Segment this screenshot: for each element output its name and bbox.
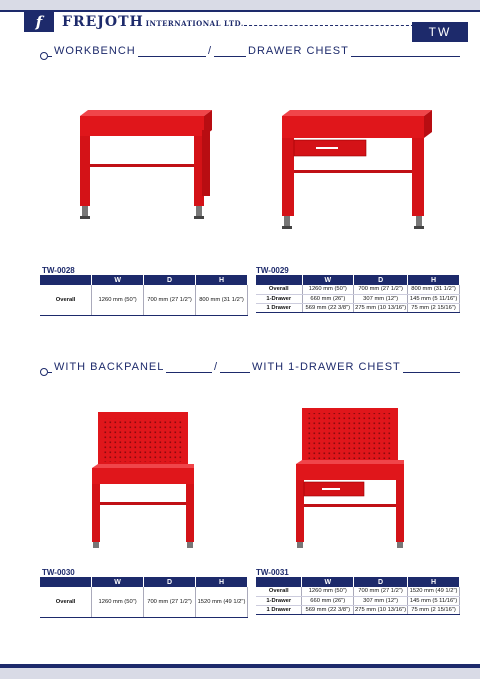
- cell-h: 800 mm (31 1/2"): [408, 285, 460, 294]
- cell-w: 1260 mm (50"): [302, 587, 354, 596]
- col-header-d: D: [144, 275, 196, 285]
- section-title-left: WORKBENCH: [54, 45, 136, 57]
- cell-h: 145 mm (5 11/16"): [408, 294, 460, 303]
- cell-d: 307 mm (12"): [354, 596, 408, 605]
- cell-h: 1520 mm (49 1/2"): [408, 587, 460, 596]
- product-code: TW-0031: [256, 568, 289, 577]
- category-tab: TW: [412, 22, 468, 42]
- row-label: Overall: [40, 587, 92, 617]
- row-label: Overall: [256, 285, 302, 294]
- cell-d: 307 mm (12"): [354, 294, 408, 303]
- product-code: TW-0028: [42, 266, 75, 275]
- bullet-circle-icon: [40, 368, 48, 376]
- table-row: [256, 605, 460, 614]
- section-title-right: WITH 1-DRAWER CHEST: [252, 361, 401, 373]
- table-row: [256, 303, 460, 312]
- cell-w: 569 mm (22 3/8"): [302, 605, 354, 614]
- cell-d: 700 mm (27 1/2"): [354, 587, 408, 596]
- cell-h: 75 mm (2 15/16"): [408, 303, 460, 312]
- workbench-backpanel-image: [88, 410, 198, 552]
- section-title-separator: /: [214, 361, 219, 373]
- cell-d: 700 mm (27 1/2"): [354, 285, 408, 294]
- section-title-1: [40, 46, 460, 62]
- table-corner: [40, 577, 92, 587]
- col-header-w: W: [92, 275, 144, 285]
- cell-w: 660 mm (26"): [302, 596, 354, 605]
- cell-w: 569 mm (22 3/8"): [302, 303, 354, 312]
- cell-w: 660 mm (26"): [302, 294, 354, 303]
- row-label: 1-Drawer: [256, 596, 302, 605]
- brand-name: [62, 14, 244, 30]
- col-header-h: H: [408, 577, 460, 587]
- workbench-image: [68, 108, 220, 226]
- col-header-h: H: [195, 577, 247, 587]
- row-label: Overall: [256, 587, 302, 596]
- spec-table-tw-0029: [256, 275, 460, 313]
- col-header-d: D: [354, 577, 408, 587]
- section-title-2: [40, 362, 460, 378]
- spec-table-tw-0031: [256, 577, 460, 615]
- col-header-d: D: [144, 577, 196, 587]
- table-row: [40, 587, 248, 617]
- cell-h: 1520 mm (49 1/2"): [195, 587, 247, 617]
- footer-band: [0, 668, 480, 679]
- section-title-left: WITH BACKPANEL: [54, 361, 165, 373]
- brand-title: FREJOTH: [62, 14, 144, 30]
- table-corner: [256, 577, 302, 587]
- header-dashed-line: [244, 25, 414, 26]
- col-header-w: W: [302, 577, 354, 587]
- bullet-circle-icon: [40, 52, 48, 60]
- spec-table-tw-0028: [40, 275, 248, 316]
- cell-h: 145 mm (5 11/16"): [408, 596, 460, 605]
- cell-w: 1260 mm (50"): [92, 285, 144, 315]
- cell-w: 1260 mm (50"): [302, 285, 354, 294]
- header-rule: [0, 10, 480, 12]
- cell-d: 700 mm (27 1/2"): [144, 285, 196, 315]
- table-row: [256, 294, 460, 303]
- table-corner: [40, 275, 92, 285]
- brand-suffix: INTERNATIONAL LTD.: [145, 19, 244, 28]
- cell-w: 1260 mm (50"): [92, 587, 144, 617]
- header-band: [0, 0, 480, 10]
- cell-h: 800 mm (31 1/2"): [196, 285, 248, 315]
- col-header-w: W: [92, 577, 144, 587]
- col-header-d: D: [354, 275, 408, 285]
- section-title-separator: /: [208, 45, 213, 57]
- col-header-h: H: [196, 275, 248, 285]
- brand-logo: f: [24, 12, 54, 32]
- row-label: 1 Drawer: [256, 303, 302, 312]
- row-label: Overall: [40, 285, 92, 315]
- workbench-drawer-chest-image: [276, 106, 436, 232]
- table-row: [40, 285, 248, 315]
- product-code: TW-0029: [256, 266, 289, 275]
- table-row: [256, 587, 460, 596]
- pegboard-holes: [104, 418, 182, 462]
- cell-d: 275 mm (10 13/16"): [355, 304, 407, 311]
- row-label: 1 Drawer: [256, 605, 302, 614]
- row-label: 1-Drawer: [256, 294, 302, 303]
- cell-d: 700 mm (27 1/2"): [144, 587, 196, 617]
- cell-h: 75 mm (2 15/16"): [408, 605, 460, 614]
- workbench-backpanel-drawer-image: [292, 406, 410, 552]
- table-corner: [256, 275, 302, 285]
- col-header-h: H: [408, 275, 460, 285]
- table-row: [256, 285, 460, 294]
- product-code: TW-0030: [42, 568, 75, 577]
- section-title-right: DRAWER CHEST: [248, 45, 349, 57]
- col-header-w: W: [302, 275, 354, 285]
- spec-table-tw-0030: [40, 577, 248, 618]
- table-row: [256, 596, 460, 605]
- cell-d: 275 mm (10 13/16"): [355, 606, 407, 613]
